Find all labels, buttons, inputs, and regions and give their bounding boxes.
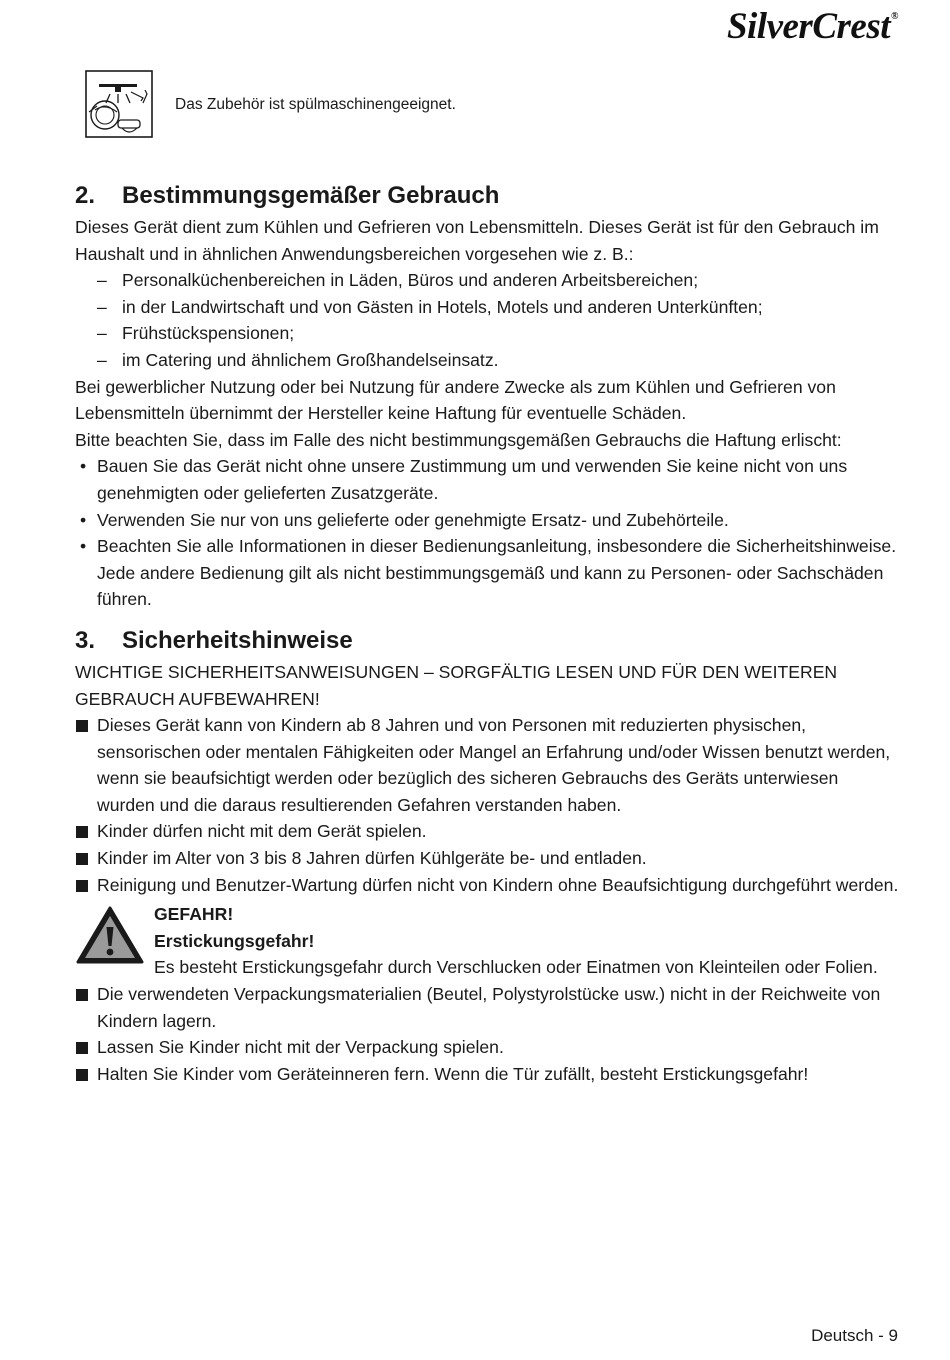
section3-heading: 3. Sicherheitshinweise	[75, 626, 353, 654]
important-notice: WICHTIGE SICHERHEITSANWEISUNGEN – SORGFÄLTIG LESEN UND FÜR DEN WEITEREN GEBRAUCH AUFBEWAHREN!	[75, 661, 838, 709]
list-item: • Bauen Sie das Gerät nicht ohne unsere Zustimmung um und verwenden Sie keine nicht von uns genehmigten oder gelieferten Zusatzgeräte.	[75, 453, 900, 506]
square-bullet-icon	[76, 1069, 88, 1081]
list-item: – Frühstückspensionen;	[75, 320, 900, 347]
silvercrest-logo: SilverCrest®	[726, 6, 898, 47]
list-item: Reinigung und Benutzer-Wartung dürfen nicht von Kindern ohne Beaufsichtigung durchgeführt werden.	[75, 872, 900, 899]
square-bullet-icon	[76, 880, 88, 892]
square-bullet-icon	[76, 989, 88, 1001]
list-item: • Verwenden Sie nur von uns gelieferte oder genehmigte Ersatz- und Zubehörteile.	[75, 507, 900, 534]
danger-warning	[75, 901, 900, 981]
list-item: Halten Sie Kinder vom Geräteinneren fern. Wenn die Tür zufällt, besteht Erstickungsgefahr!	[75, 1061, 900, 1088]
warranty-intro: Bitte beachten Sie, dass im Falle des nicht bestimmungsgemäßen Gebrauchs die Haftung erlischt:	[75, 429, 842, 450]
list-item: Kinder dürfen nicht mit dem Gerät spielen.	[75, 818, 900, 845]
square-bullet-icon	[76, 1042, 88, 1054]
safety-list-a	[75, 712, 900, 898]
section2-heading: 2. Bestimmungsgemäßer Gebrauch	[75, 182, 500, 209]
page-footer: Deutsch - 9	[811, 1326, 898, 1345]
safety-list-b	[75, 981, 900, 1087]
list-item: – Personalküchenbereichen in Läden, Büros und anderen Arbeitsbereichen;	[75, 267, 900, 294]
main-content	[75, 178, 900, 1087]
intended-uses-list	[75, 267, 900, 373]
warranty-conditions-list	[75, 453, 900, 613]
list-item: Die verwendeten Verpackungsmaterialien (Beutel, Polystyrolstücke usw.) nicht in der Reichweite von Kindern lagern.	[75, 981, 900, 1034]
dishwasher-note: Das Zubehör ist spülmaschinengeeignet.	[175, 96, 456, 113]
list-item: • Beachten Sie alle Informationen in dieser Bedienungsanleitung, insbesondere die Sicherheitshinweise. Jede andere Bedienung gilt als nicht bestimmungsgemäß und kann zu Personen- oder Sachschäden führen.	[75, 533, 900, 613]
warning-hazard: Erstickungsgefahr!	[154, 930, 315, 951]
list-item: Dieses Gerät kann von Kindern ab 8 Jahren und von Personen mit reduzierten physischen, sensorischen oder mentalen Fähigkeiten oder Mangel an Erfahrung und/oder Wissen benutzt werden, wenn sie beaufsichtigt werden oder bezüglich des sicheren Gebrauchs des Geräts unterwiesen wurden und die daraus resultierenden Gefahren verstanden haben.	[75, 712, 900, 818]
square-bullet-icon	[76, 826, 88, 838]
section2-intro: Dieses Gerät dient zum Kühlen und Gefrieren von Lebensmitteln. Dieses Gerät ist für den Gebrauch im Haushalt und in ähnlichen Anwendungsbereichen vorgesehen wie z. B.:	[75, 217, 879, 264]
square-bullet-icon	[76, 853, 88, 865]
warning-triangle-icon	[75, 905, 145, 965]
warning-level: GEFAHR!	[154, 904, 234, 925]
liability-paragraph: Bei gewerblicher Nutzung oder bei Nutzung für andere Zwecke als zum Kühlen und Gefrieren von Lebensmitteln übernimmt der Hersteller keine Haftung für eventuelle Schäden.	[75, 376, 836, 424]
list-item: Lassen Sie Kinder nicht mit der Verpackung spielen.	[75, 1034, 900, 1061]
list-item: – in der Landwirtschaft und von Gästen in Hotels, Motels und anderen Unterkünften;	[75, 294, 900, 321]
square-bullet-icon	[76, 720, 88, 732]
list-item: Kinder im Alter von 3 bis 8 Jahren dürfen Kühlgeräte be- und entladen.	[75, 845, 900, 872]
warning-text: Es besteht Erstickungsgefahr durch Verschlucken oder Einatmen von Kleinteilen oder Folien.	[154, 957, 878, 978]
list-item: – im Catering und ähnlichem Großhandelseinsatz.	[75, 347, 900, 374]
dishwasher-safe-icon	[85, 70, 153, 138]
